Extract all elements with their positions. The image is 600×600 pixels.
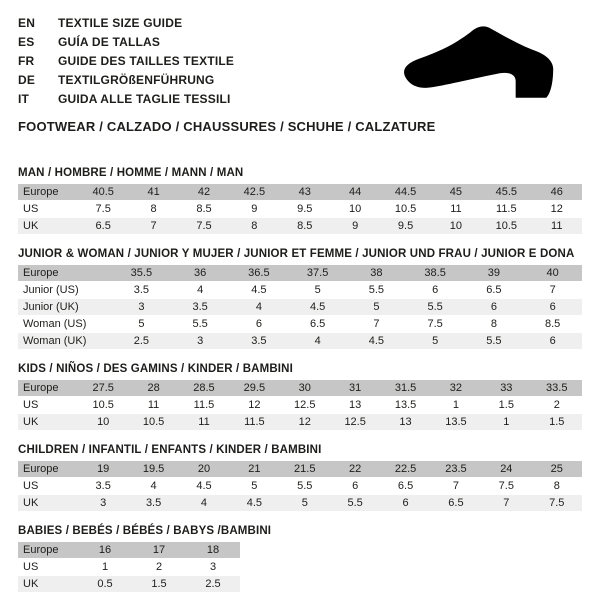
size-value-cell: 1 (481, 414, 531, 430)
size-value-cell: 7 (481, 495, 531, 511)
size-value-cell: 45.5 (481, 184, 531, 200)
size-value-cell: 9.5 (280, 201, 330, 217)
section-children (18, 444, 582, 512)
size-value-cell: 4 (179, 495, 229, 511)
size-value-cell: 8.5 (523, 316, 582, 332)
section-man (18, 167, 582, 235)
size-value-cell: 11.5 (179, 397, 229, 413)
size-value-cell: 10.5 (128, 414, 178, 430)
size-row (18, 414, 582, 430)
size-value-cell: 6.5 (431, 495, 481, 511)
size-value-cell: 8 (229, 218, 279, 234)
size-value-cell: 3 (112, 299, 171, 315)
size-value-cell: 7 (347, 316, 406, 332)
row-label: US (18, 201, 78, 217)
size-value-cell: 35.5 (112, 265, 171, 281)
size-value-cell: 44 (330, 184, 380, 200)
language-code: ES (18, 35, 35, 49)
size-value-cell: 5.5 (280, 478, 330, 494)
size-value-cell: 7 (523, 282, 582, 298)
size-value-cell: 3.5 (78, 478, 128, 494)
size-value-cell: 4 (288, 333, 347, 349)
size-value-cell: 10.5 (380, 201, 430, 217)
size-value-cell: 13 (330, 397, 380, 413)
size-value-cell: 42.5 (229, 184, 279, 200)
size-value-cell: 11.5 (229, 414, 279, 430)
size-value-cell: 40.5 (78, 184, 128, 200)
row-label: UK (18, 576, 78, 592)
size-row (18, 559, 240, 575)
section-kids (18, 363, 582, 431)
size-value-cell: 22 (330, 461, 380, 477)
size-value-cell: 17 (132, 542, 186, 558)
size-value-cell: 5.5 (465, 333, 524, 349)
size-value-cell: 13 (380, 414, 430, 430)
row-label: UK (18, 218, 78, 234)
size-value-cell: 6 (406, 282, 465, 298)
size-table-kids (18, 379, 582, 431)
size-value-cell: 6.5 (465, 282, 524, 298)
size-value-cell: 11 (128, 397, 178, 413)
size-row (18, 478, 582, 494)
size-value-cell: 25 (532, 461, 582, 477)
size-value-cell: 5.5 (330, 495, 380, 511)
size-value-cell: 4 (171, 282, 230, 298)
size-value-cell: 19.5 (128, 461, 178, 477)
size-value-cell: 8 (465, 316, 524, 332)
size-value-cell: 8.5 (280, 218, 330, 234)
size-value-cell: 12 (280, 414, 330, 430)
size-value-cell: 40 (523, 265, 582, 281)
size-value-cell: 31 (330, 380, 380, 396)
size-value-cell: 23.5 (431, 461, 481, 477)
size-value-cell: 1 (431, 397, 481, 413)
size-value-cell: 11 (179, 414, 229, 430)
size-value-cell: 8 (128, 201, 178, 217)
size-value-cell: 6 (523, 333, 582, 349)
guide-title-es: GUÍA DE TALLAS (58, 35, 161, 49)
size-value-cell: 6.5 (380, 478, 430, 494)
size-value-cell: 20 (179, 461, 229, 477)
size-value-cell: 42 (179, 184, 229, 200)
size-value-cell: 8.5 (179, 201, 229, 217)
size-value-cell: 9.5 (380, 218, 430, 234)
size-value-cell: 18 (186, 542, 240, 558)
size-value-cell: 33 (481, 380, 531, 396)
size-value-cell: 5 (229, 478, 279, 494)
size-value-cell: 3 (171, 333, 230, 349)
size-table-man (18, 183, 582, 235)
size-row (18, 218, 582, 234)
size-header-row (18, 265, 582, 281)
size-value-cell: 38 (347, 265, 406, 281)
size-value-cell: 12.5 (330, 414, 380, 430)
size-value-cell: 5.5 (171, 316, 230, 332)
size-value-cell: 3.5 (230, 333, 289, 349)
size-value-cell: 43 (280, 184, 330, 200)
size-value-cell: 6.5 (78, 218, 128, 234)
size-value-cell: 4.5 (230, 282, 289, 298)
size-value-cell: 6 (230, 316, 289, 332)
row-label: Woman (US) (18, 316, 112, 332)
size-value-cell: 11 (532, 218, 582, 234)
language-code: IT (18, 92, 30, 106)
row-label: Europe (18, 265, 112, 281)
category-title: FOOTWEAR / CALZADO / CHAUSSURES / SCHUHE / CALZATURE (18, 119, 436, 134)
size-row (18, 316, 582, 332)
size-value-cell: 9 (229, 201, 279, 217)
size-value-cell: 2 (132, 559, 186, 575)
size-value-cell: 32 (431, 380, 481, 396)
size-value-cell: 7 (128, 218, 178, 234)
size-value-cell: 5 (112, 316, 171, 332)
size-value-cell: 5 (280, 495, 330, 511)
size-value-cell: 6 (330, 478, 380, 494)
size-value-cell: 10.5 (481, 218, 531, 234)
section-title-junior-woman: JUNIOR & WOMAN / JUNIOR Y MUJER / JUNIOR ET FEMME / JUNIOR UND FRAU / JUNIOR E DONA (18, 248, 575, 260)
language-code: FR (18, 54, 35, 68)
size-value-cell: 36.5 (230, 265, 289, 281)
size-value-cell: 7.5 (532, 495, 582, 511)
size-row (18, 576, 240, 592)
size-table-children (18, 460, 582, 512)
size-value-cell: 2 (532, 397, 582, 413)
guide-title-it: GUIDA ALLE TAGLIE TESSILI (58, 92, 231, 106)
size-value-cell: 41 (128, 184, 178, 200)
size-value-cell: 22.5 (380, 461, 430, 477)
size-value-cell: 2.5 (186, 576, 240, 592)
row-label: Europe (18, 542, 78, 558)
size-value-cell: 3 (186, 559, 240, 575)
size-value-cell: 13.5 (380, 397, 430, 413)
size-value-cell: 9 (330, 218, 380, 234)
size-value-cell: 38.5 (406, 265, 465, 281)
size-value-cell: 6 (523, 299, 582, 315)
size-value-cell: 36 (171, 265, 230, 281)
row-label: Woman (UK) (18, 333, 112, 349)
guide-title-fr: GUIDE DES TAILLES TEXTILE (58, 54, 235, 68)
row-label: Europe (18, 380, 78, 396)
size-value-cell: 37.5 (288, 265, 347, 281)
size-value-cell: 7.5 (78, 201, 128, 217)
row-label: US (18, 478, 78, 494)
size-value-cell: 5.5 (347, 282, 406, 298)
language-code: EN (18, 16, 36, 30)
size-value-cell: 6 (465, 299, 524, 315)
size-value-cell: 39 (465, 265, 524, 281)
size-value-cell: 16 (78, 542, 132, 558)
row-label: Junior (US) (18, 282, 112, 298)
size-table-junior-woman (18, 264, 582, 350)
size-value-cell: 10 (431, 218, 481, 234)
section-title-children: CHILDREN / INFANTIL / ENFANTS / KINDER / BAMBINI (18, 444, 322, 456)
size-value-cell: 45 (431, 184, 481, 200)
size-value-cell: 24 (481, 461, 531, 477)
size-value-cell: 7.5 (481, 478, 531, 494)
size-value-cell: 28 (128, 380, 178, 396)
size-row (18, 282, 582, 298)
size-value-cell: 10 (78, 414, 128, 430)
size-value-cell: 3.5 (128, 495, 178, 511)
size-value-cell: 1.5 (132, 576, 186, 592)
row-label: Europe (18, 184, 78, 200)
size-value-cell: 5.5 (406, 299, 465, 315)
size-value-cell: 46 (532, 184, 582, 200)
size-value-cell: 6.5 (288, 316, 347, 332)
size-value-cell: 30 (280, 380, 330, 396)
guide-title-de: TEXTILGRÖßENFÜHRUNG (58, 73, 215, 87)
size-value-cell: 31.5 (380, 380, 430, 396)
row-label: Junior (UK) (18, 299, 112, 315)
size-value-cell: 7 (431, 478, 481, 494)
size-value-cell: 4.5 (288, 299, 347, 315)
size-value-cell: 4 (230, 299, 289, 315)
size-value-cell: 10.5 (78, 397, 128, 413)
size-value-cell: 3 (78, 495, 128, 511)
size-value-cell: 10 (330, 201, 380, 217)
size-value-cell: 11 (431, 201, 481, 217)
guide-title-en: TEXTILE SIZE GUIDE (58, 16, 183, 30)
size-value-cell: 44.5 (380, 184, 430, 200)
row-label: UK (18, 495, 78, 511)
size-row (18, 201, 582, 217)
size-value-cell: 4.5 (229, 495, 279, 511)
size-row (18, 299, 582, 315)
size-value-cell: 1.5 (481, 397, 531, 413)
dress-shoe-icon (398, 14, 574, 110)
size-value-cell: 6 (380, 495, 430, 511)
row-label: Europe (18, 461, 78, 477)
size-value-cell: 12.5 (280, 397, 330, 413)
size-row (18, 397, 582, 413)
size-row (18, 495, 582, 511)
size-value-cell: 1 (78, 559, 132, 575)
section-title-kids: KIDS / NIÑOS / DES GAMINS / KINDER / BAMBINI (18, 363, 293, 375)
size-value-cell: 12 (532, 201, 582, 217)
size-header-row (18, 380, 582, 396)
section-title-babies: BABIES / BEBÉS / BÉBÉS / BABYS /BAMBINI (18, 525, 272, 537)
size-value-cell: 4 (128, 478, 178, 494)
size-row (18, 333, 582, 349)
size-value-cell: 2.5 (112, 333, 171, 349)
row-label: UK (18, 414, 78, 430)
size-header-row (18, 542, 240, 558)
size-value-cell: 27.5 (78, 380, 128, 396)
size-value-cell: 19 (78, 461, 128, 477)
size-value-cell: 21.5 (280, 461, 330, 477)
size-value-cell: 13.5 (431, 414, 481, 430)
section-babies (18, 525, 582, 593)
size-value-cell: 8 (532, 478, 582, 494)
size-table-babies (18, 541, 240, 593)
size-value-cell: 7.5 (179, 218, 229, 234)
size-header-row (18, 184, 582, 200)
size-header-row (18, 461, 582, 477)
size-value-cell: 29.5 (229, 380, 279, 396)
size-value-cell: 12 (229, 397, 279, 413)
size-value-cell: 28.5 (179, 380, 229, 396)
size-value-cell: 5 (347, 299, 406, 315)
size-value-cell: 3.5 (171, 299, 230, 315)
size-value-cell: 11.5 (481, 201, 531, 217)
row-label: US (18, 559, 78, 575)
size-value-cell: 7.5 (406, 316, 465, 332)
size-value-cell: 21 (229, 461, 279, 477)
size-value-cell: 0.5 (78, 576, 132, 592)
row-label: US (18, 397, 78, 413)
section-title-man: MAN / HOMBRE / HOMME / MANN / MAN (18, 167, 244, 179)
size-value-cell: 4.5 (347, 333, 406, 349)
size-value-cell: 1.5 (532, 414, 582, 430)
size-value-cell: 5 (288, 282, 347, 298)
size-value-cell: 5 (406, 333, 465, 349)
language-code: DE (18, 73, 36, 87)
size-value-cell: 3.5 (112, 282, 171, 298)
size-value-cell: 33.5 (532, 380, 582, 396)
section-junior-woman (18, 248, 582, 350)
size-value-cell: 4.5 (179, 478, 229, 494)
